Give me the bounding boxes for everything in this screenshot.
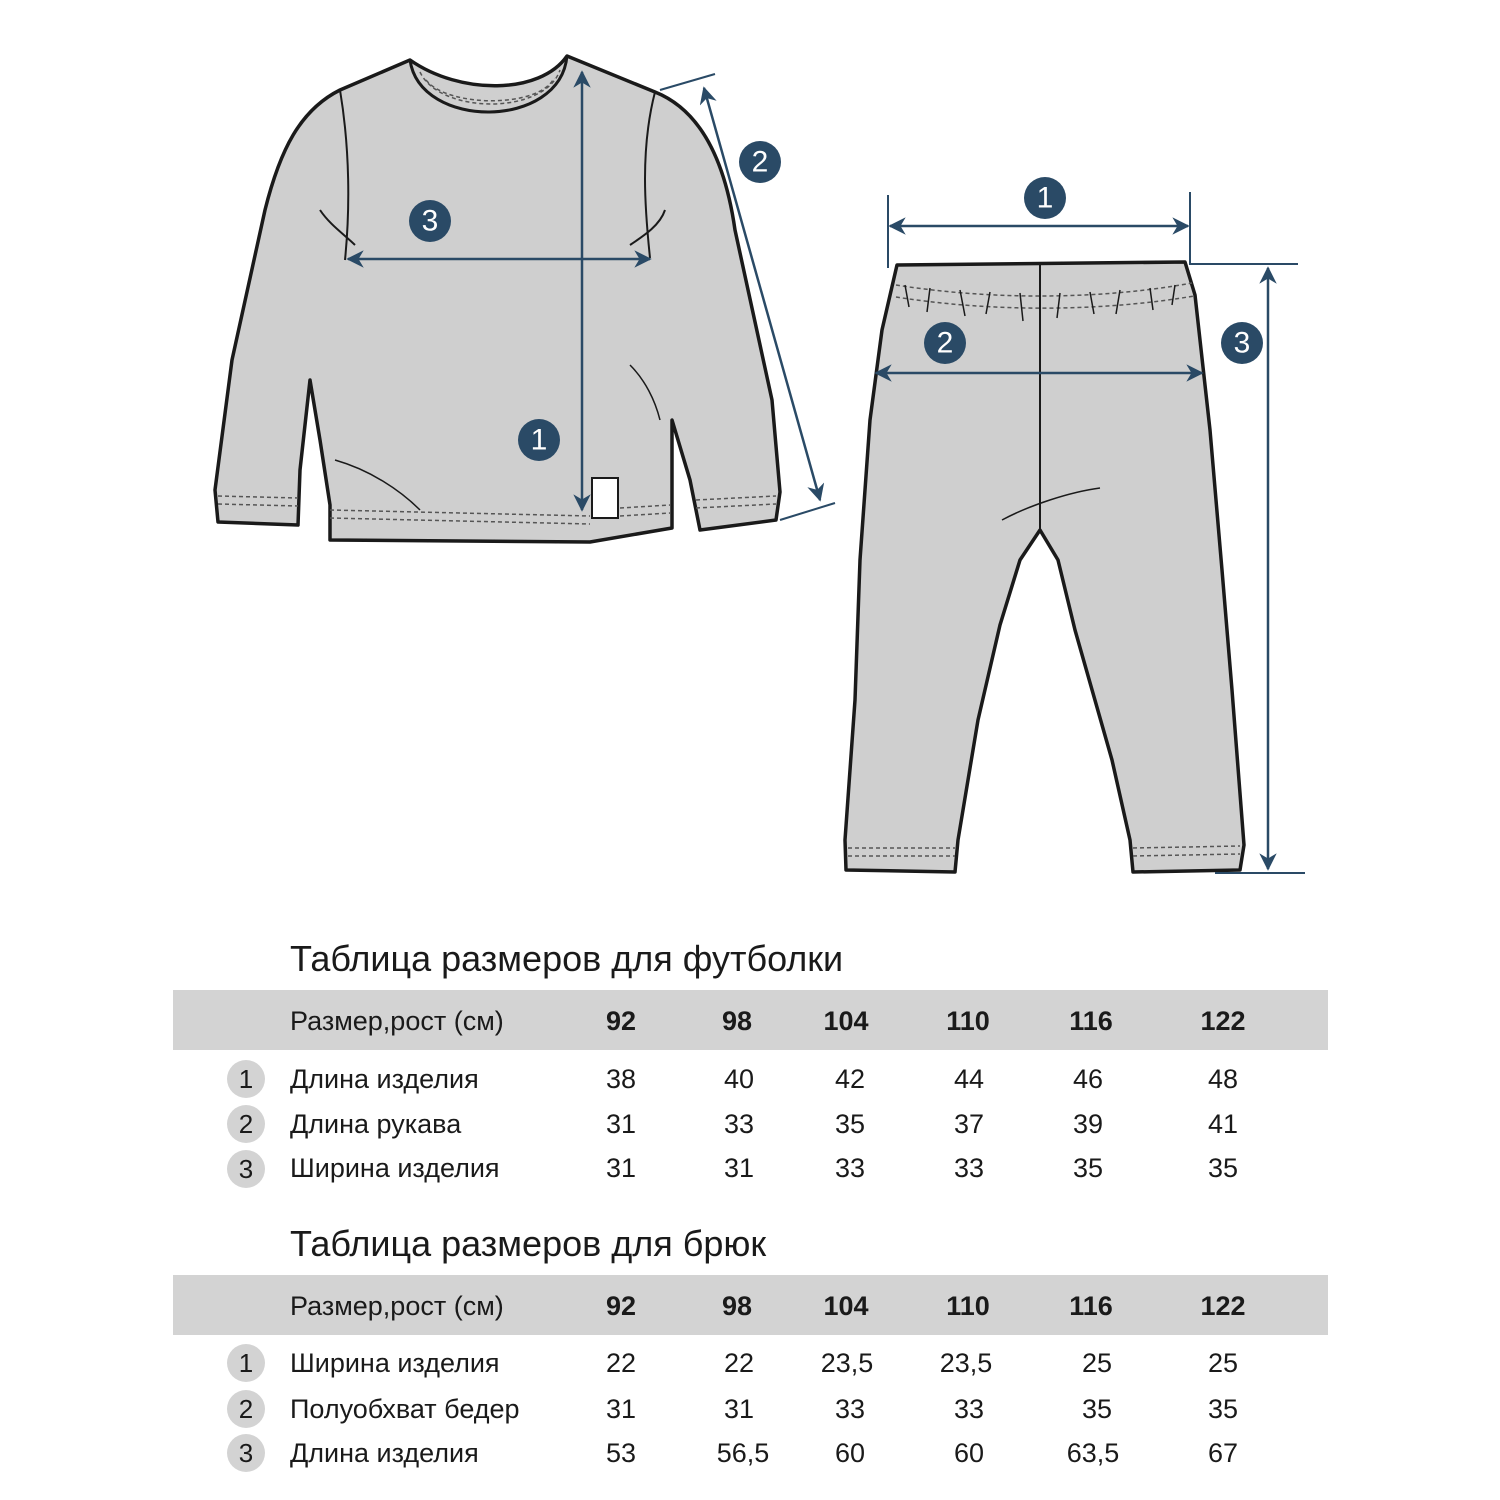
shirt-table-title: Таблица размеров для футболки [290, 938, 844, 979]
pants-drawing [845, 262, 1244, 872]
svg-text:3: 3 [421, 204, 439, 238]
svg-text:1: 1 [530, 423, 548, 457]
svg-text:2: 2 [936, 326, 954, 360]
svg-text:3: 3 [1233, 326, 1251, 360]
pants-size-116: 116 [1069, 1291, 1113, 1321]
table-cell: 25 [1207, 1348, 1239, 1378]
table-cell: 67 [1207, 1438, 1239, 1468]
table-cell: 31 [605, 1394, 637, 1424]
table-cell: 22 [723, 1348, 755, 1378]
table-cell: 48 [1207, 1064, 1239, 1094]
shirt-size-116: 116 [1069, 1006, 1113, 1036]
pants-row-2-label: Полуобхват бедер [290, 1394, 520, 1424]
table-cell: 46 [1072, 1064, 1104, 1094]
table-cell: 31 [723, 1153, 755, 1183]
shirt-body [215, 56, 780, 542]
pants-size-92: 92 [605, 1291, 637, 1321]
shirt-row-2-label: Длина рукава [290, 1109, 462, 1139]
pants-row-3-badge: 3 [227, 1434, 265, 1472]
table-cell: 35 [1207, 1394, 1239, 1424]
table-cell: 22 [605, 1348, 637, 1378]
shirt-size-92: 92 [605, 1006, 637, 1036]
shirt-marker-2 [739, 141, 781, 183]
table-cell: 42 [834, 1064, 866, 1094]
shirt-row-3-badge: 3 [227, 1150, 265, 1188]
shirt-drawing [215, 56, 780, 542]
table-cell: 23,5 [820, 1348, 874, 1378]
pants-row-1-badge: 1 [227, 1344, 265, 1382]
table-cell: 53 [605, 1438, 637, 1468]
table-cell: 33 [834, 1153, 866, 1183]
table-cell: 35 [1207, 1153, 1239, 1183]
pants-size-104: 104 [823, 1291, 869, 1321]
pants-table-title: Таблица размеров для брюк [290, 1223, 767, 1264]
svg-text:2: 2 [751, 145, 769, 179]
pants-marker-2 [924, 322, 966, 364]
table-cell: 63,5 [1066, 1438, 1120, 1468]
table-cell: 33 [953, 1153, 985, 1183]
shirt-marker-3 [409, 200, 451, 242]
table-cell: 35 [1072, 1153, 1104, 1183]
table-cell: 40 [723, 1064, 755, 1094]
pants-marker-3 [1221, 322, 1263, 364]
pants-row-1-label: Ширина изделия [290, 1348, 500, 1378]
table-cell: 31 [605, 1153, 637, 1183]
table-cell: 37 [953, 1109, 985, 1139]
table-cell: 56,5 [716, 1438, 770, 1468]
shirt-row-3-label: Ширина изделия [290, 1153, 500, 1183]
table-cell: 33 [953, 1394, 985, 1424]
table-cell: 25 [1081, 1348, 1113, 1378]
shirt-marker-1 [518, 419, 560, 461]
table-cell: 60 [834, 1438, 866, 1468]
table-cell: 33 [723, 1109, 755, 1139]
shirt-size-104: 104 [823, 1006, 869, 1036]
table-cell: 44 [953, 1064, 985, 1094]
table-cell: 31 [605, 1109, 637, 1139]
table-cell: 39 [1072, 1109, 1104, 1139]
shirt-row-1-label: Длина изделия [290, 1064, 479, 1094]
pants-size-110: 110 [946, 1291, 990, 1321]
shirt-size-110: 110 [946, 1006, 990, 1036]
pants-size-98: 98 [721, 1291, 753, 1321]
pants-body [845, 262, 1244, 872]
table-cell: 35 [834, 1109, 866, 1139]
shirt-size-122: 122 [1200, 1006, 1246, 1036]
table-cell: 35 [1081, 1394, 1113, 1424]
shirt-tag [592, 478, 618, 518]
table-cell: 38 [605, 1064, 637, 1094]
svg-text:1: 1 [1036, 181, 1054, 215]
shirt-header-label: Размер,рост (см) [290, 1006, 504, 1036]
shirt-row-1-badge: 1 [227, 1060, 265, 1098]
pants-size-122: 122 [1200, 1291, 1246, 1321]
table-cell: 23,5 [939, 1348, 993, 1378]
table-cell: 33 [834, 1394, 866, 1424]
table-cell: 60 [953, 1438, 985, 1468]
pants-row-3-label: Длина изделия [290, 1438, 479, 1468]
shirt-row-2-badge: 2 [227, 1105, 265, 1143]
shirt-size-98: 98 [721, 1006, 753, 1036]
pants-marker-1 [1024, 177, 1066, 219]
pants-row-2-badge: 2 [227, 1390, 265, 1428]
pants-header-label: Размер,рост (см) [290, 1291, 504, 1321]
table-cell: 41 [1207, 1109, 1239, 1139]
table-cell: 31 [723, 1394, 755, 1424]
